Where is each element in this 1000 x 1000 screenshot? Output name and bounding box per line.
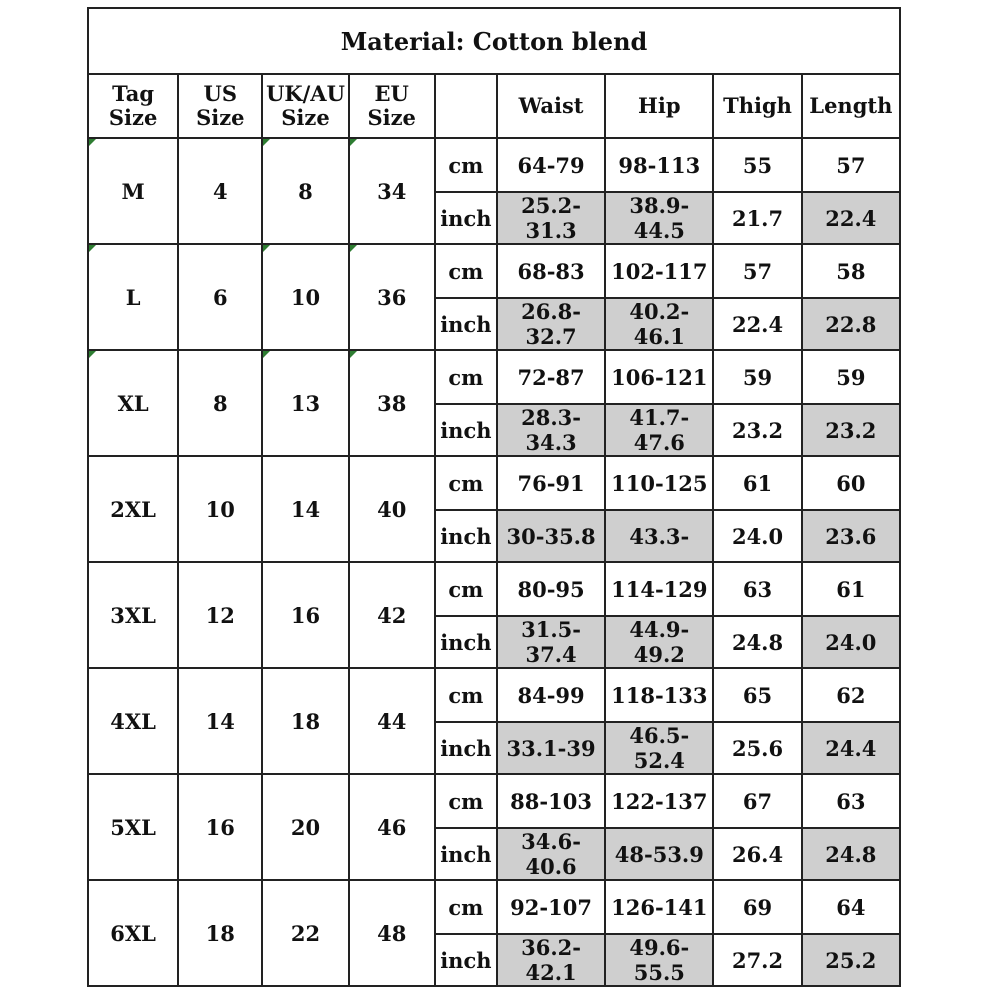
inch-unit-cell: inch	[435, 722, 497, 774]
inch-waist-cell: 33.1-39	[497, 722, 605, 774]
cm-waist-cell: 88-103	[497, 774, 605, 828]
cm-unit-cell: cm	[435, 880, 497, 934]
tag-size-cell: 4XL	[88, 668, 178, 774]
inch-waist-cell: 28.3-34.3	[497, 404, 605, 456]
inch-thigh-cell: 23.2	[713, 404, 801, 456]
inch-unit-cell: inch	[435, 404, 497, 456]
inch-waist-cell: 26.8-32.7	[497, 298, 605, 350]
cm-length-cell: 61	[802, 562, 900, 616]
cm-unit-cell: cm	[435, 562, 497, 616]
cm-unit-cell: cm	[435, 456, 497, 510]
uk-au-size-cell: 18	[262, 668, 348, 774]
cm-hip-cell: 106-121	[605, 350, 713, 404]
cm-hip-cell: 102-117	[605, 244, 713, 298]
tag-size-cell: L	[88, 244, 178, 350]
size-table-body	[88, 138, 900, 986]
cm-thigh-cell: 59	[713, 350, 801, 404]
cm-unit-cell: cm	[435, 350, 497, 404]
cm-thigh-cell: 57	[713, 244, 801, 298]
us-size-cell: 18	[178, 880, 262, 986]
inch-thigh-cell: 22.4	[713, 298, 801, 350]
cm-hip-cell: 122-137	[605, 774, 713, 828]
cm-unit-cell: cm	[435, 668, 497, 722]
cm-unit-cell: cm	[435, 774, 497, 828]
cm-hip-cell: 126-141	[605, 880, 713, 934]
inch-hip-cell: 40.2-46.1	[605, 298, 713, 350]
table-row	[88, 774, 900, 828]
inch-hip-cell: 38.9-44.5	[605, 192, 713, 244]
inch-hip-cell: 41.7-47.6	[605, 404, 713, 456]
table-title: Material: Cotton blend	[88, 8, 900, 74]
tag-size-cell: XL	[88, 350, 178, 456]
cm-waist-cell: 76-91	[497, 456, 605, 510]
cm-waist-cell: 84-99	[497, 668, 605, 722]
header-row	[88, 74, 900, 138]
inch-length-cell: 22.4	[802, 192, 900, 244]
header-thigh: Thigh	[713, 74, 801, 138]
inch-waist-cell: 25.2-31.3	[497, 192, 605, 244]
inch-hip-cell: 43.3-	[605, 510, 713, 562]
tag-size-cell: 6XL	[88, 880, 178, 986]
inch-unit-cell: inch	[435, 192, 497, 244]
uk-au-size-cell: 20	[262, 774, 348, 880]
header-us-size: US Size	[178, 74, 262, 138]
eu-size-cell: 36	[349, 244, 435, 350]
inch-unit-cell: inch	[435, 934, 497, 986]
header-length: Length	[802, 74, 900, 138]
size-table	[87, 7, 901, 987]
eu-size-cell: 46	[349, 774, 435, 880]
inch-waist-cell: 34.6-40.6	[497, 828, 605, 880]
inch-length-cell: 24.0	[802, 616, 900, 668]
inch-unit-cell: inch	[435, 510, 497, 562]
cm-length-cell: 58	[802, 244, 900, 298]
uk-au-size-cell: 16	[262, 562, 348, 668]
table-row	[88, 562, 900, 616]
us-size-cell: 14	[178, 668, 262, 774]
inch-waist-cell: 31.5-37.4	[497, 616, 605, 668]
us-size-cell: 6	[178, 244, 262, 350]
table-row	[88, 456, 900, 510]
cm-thigh-cell: 65	[713, 668, 801, 722]
inch-length-cell: 23.6	[802, 510, 900, 562]
header-tag-size: Tag Size	[88, 74, 178, 138]
inch-thigh-cell: 21.7	[713, 192, 801, 244]
us-size-cell: 10	[178, 456, 262, 562]
table-row	[88, 880, 900, 934]
us-size-cell: 8	[178, 350, 262, 456]
inch-thigh-cell: 25.6	[713, 722, 801, 774]
inch-unit-cell: inch	[435, 828, 497, 880]
uk-au-size-cell: 13	[262, 350, 348, 456]
inch-unit-cell: inch	[435, 298, 497, 350]
table-row	[88, 350, 900, 404]
inch-length-cell: 24.8	[802, 828, 900, 880]
cm-waist-cell: 68-83	[497, 244, 605, 298]
tag-size-cell: 2XL	[88, 456, 178, 562]
tag-size-cell: 5XL	[88, 774, 178, 880]
cm-hip-cell: 114-129	[605, 562, 713, 616]
inch-thigh-cell: 27.2	[713, 934, 801, 986]
inch-waist-cell: 30-35.8	[497, 510, 605, 562]
uk-au-size-cell: 8	[262, 138, 348, 244]
cm-unit-cell: cm	[435, 244, 497, 298]
cm-waist-cell: 80-95	[497, 562, 605, 616]
cm-waist-cell: 92-107	[497, 880, 605, 934]
cm-length-cell: 59	[802, 350, 900, 404]
inch-unit-cell: inch	[435, 616, 497, 668]
inch-thigh-cell: 26.4	[713, 828, 801, 880]
inch-hip-cell: 44.9-49.2	[605, 616, 713, 668]
cm-thigh-cell: 61	[713, 456, 801, 510]
cm-thigh-cell: 69	[713, 880, 801, 934]
cm-thigh-cell: 63	[713, 562, 801, 616]
cm-thigh-cell: 67	[713, 774, 801, 828]
cm-hip-cell: 118-133	[605, 668, 713, 722]
eu-size-cell: 48	[349, 880, 435, 986]
tag-size-cell: 3XL	[88, 562, 178, 668]
table-row	[88, 244, 900, 298]
us-size-cell: 12	[178, 562, 262, 668]
us-size-cell: 16	[178, 774, 262, 880]
table-row	[88, 668, 900, 722]
cm-unit-cell: cm	[435, 138, 497, 192]
header-unit	[435, 74, 497, 138]
size-chart	[87, 7, 901, 987]
header-waist: Waist	[497, 74, 605, 138]
cm-length-cell: 57	[802, 138, 900, 192]
cm-length-cell: 64	[802, 880, 900, 934]
header-uk-au-size: UK/AU Size	[262, 74, 348, 138]
eu-size-cell: 40	[349, 456, 435, 562]
eu-size-cell: 34	[349, 138, 435, 244]
uk-au-size-cell: 22	[262, 880, 348, 986]
cm-length-cell: 60	[802, 456, 900, 510]
inch-length-cell: 25.2	[802, 934, 900, 986]
inch-hip-cell: 46.5-52.4	[605, 722, 713, 774]
cm-waist-cell: 72-87	[497, 350, 605, 404]
inch-hip-cell: 49.6-55.5	[605, 934, 713, 986]
cm-thigh-cell: 55	[713, 138, 801, 192]
eu-size-cell: 38	[349, 350, 435, 456]
eu-size-cell: 42	[349, 562, 435, 668]
uk-au-size-cell: 10	[262, 244, 348, 350]
inch-waist-cell: 36.2-42.1	[497, 934, 605, 986]
cm-length-cell: 62	[802, 668, 900, 722]
inch-length-cell: 24.4	[802, 722, 900, 774]
inch-hip-cell: 48-53.9	[605, 828, 713, 880]
cm-waist-cell: 64-79	[497, 138, 605, 192]
cm-hip-cell: 110-125	[605, 456, 713, 510]
inch-length-cell: 23.2	[802, 404, 900, 456]
cm-hip-cell: 98-113	[605, 138, 713, 192]
inch-thigh-cell: 24.0	[713, 510, 801, 562]
cm-length-cell: 63	[802, 774, 900, 828]
table-row	[88, 138, 900, 192]
eu-size-cell: 44	[349, 668, 435, 774]
header-eu-size: EU Size	[349, 74, 435, 138]
inch-length-cell: 22.8	[802, 298, 900, 350]
uk-au-size-cell: 14	[262, 456, 348, 562]
inch-thigh-cell: 24.8	[713, 616, 801, 668]
us-size-cell: 4	[178, 138, 262, 244]
tag-size-cell: M	[88, 138, 178, 244]
header-hip: Hip	[605, 74, 713, 138]
